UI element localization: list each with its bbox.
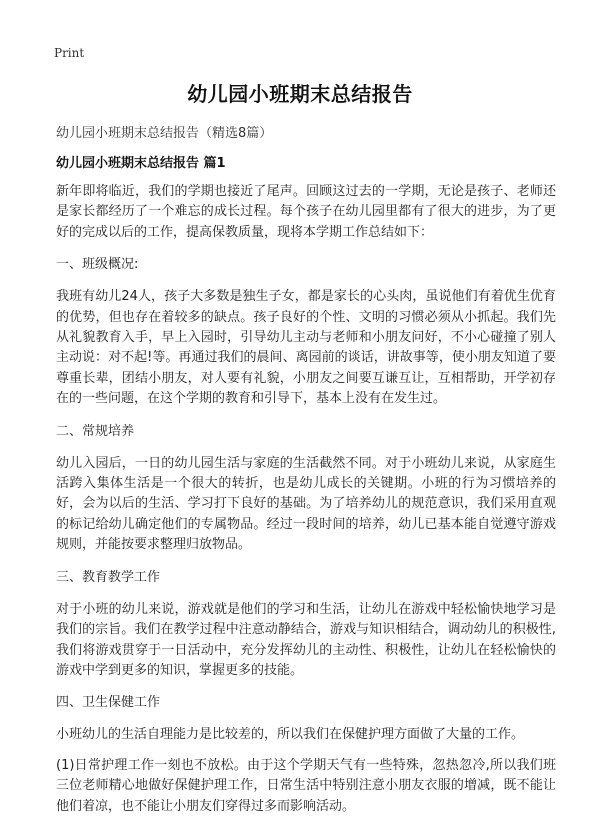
paragraph-routine: 幼儿入园后，一日的幼儿园生活与家庭的生活截然不同。对于小班幼儿来说，从家庭生活跨入集体生活是一个很大的转折，也是幼儿成长的关键期。小班的行为习惯培养的好，会为以后的生活、学习打下良好的基础。为了培养幼儿的规范意识，我们采用直观的标记给幼儿确定他们的专属物品。经过一段时间的培养，幼儿已基本能自觉遵守游戏规则，并能按要求整理归放物品。 <box>56 455 556 553</box>
section-heading-class-overview: 一、班级概况: <box>56 257 139 273</box>
paragraph-health-item-1: (1)日常护理工作一刻也不放松。由于这个学期天气有一些特殊，忽热忽冷,所以我们班三位老师精心地做好保健护理工作，日常生活中特别注意小朋友衣服的增减，既不能让他们着凉，也不能让小朋友们穿得过多而影响活动。 <box>56 757 556 814</box>
section-heading-health: 四、卫生保健工作 <box>56 695 161 711</box>
section-heading-teaching: 三、教育教学工作 <box>56 569 161 585</box>
intro-paragraph: 新年即将临近，我们的学期也接近了尾声。回顾这过去的一学期，无论是孩子、老师还是家长都经历了一个难忘的成长过程。每个孩子在幼儿园里都有了很大的进步，为了更好的完成以后的工作，提高保教质量，现将本学期工作总结如下： <box>56 184 556 240</box>
print-link[interactable]: Print <box>54 46 85 60</box>
section-heading-routine: 二、常规培养 <box>56 423 135 439</box>
paragraph-health: 小班幼儿的生活自理能力是比较差的，所以我们在保健护理方面做了大量的工作。 <box>56 727 525 743</box>
page-title: 幼儿园小班期末总结报告 <box>187 82 413 106</box>
article-body <box>56 182 556 817</box>
section-title: 幼儿园小班期末总结报告 篇1 <box>56 156 226 171</box>
document-subtitle: 幼儿园小班期末总结报告（精选8篇） <box>56 126 273 141</box>
paragraph-class-overview: 我班有幼儿24人，孩子大多数是独生子女，都是家长的心头肉，虽说他们有着优生优育的优势，但也存在着较多的缺点。孩子良好的个性、文明的习惯必须从小抓起。我们先从礼貌教育入手，早上入园时，引导幼儿主动与老师和小朋友问好，不小心碰撞了别人主动说：对不起!等。再通过我们的晨间、离园前的谈话，讲故事等，使小朋友知道了要尊重长辈，团结小朋友，对人要有礼貌，小朋友之间要互谦互让，互相帮助，开学初存在的一些问题，在这个学期的教育和引导下，基本上没有在发生过。 <box>56 289 556 407</box>
paragraph-teaching: 对于小班的幼儿来说，游戏就是他们的学习和生活，让幼儿在游戏中轻松愉快地学习是我们的宗旨。我们在教学过程中注意动静结合，游戏与知识相结合，调动幼儿的积极性,我们将游戏贯穿于一日活动中，充分发挥幼儿的主动性、积极性，让幼儿在轻松愉快的游戏中学到更多的知识，掌握更多的技能。 <box>56 601 556 678</box>
